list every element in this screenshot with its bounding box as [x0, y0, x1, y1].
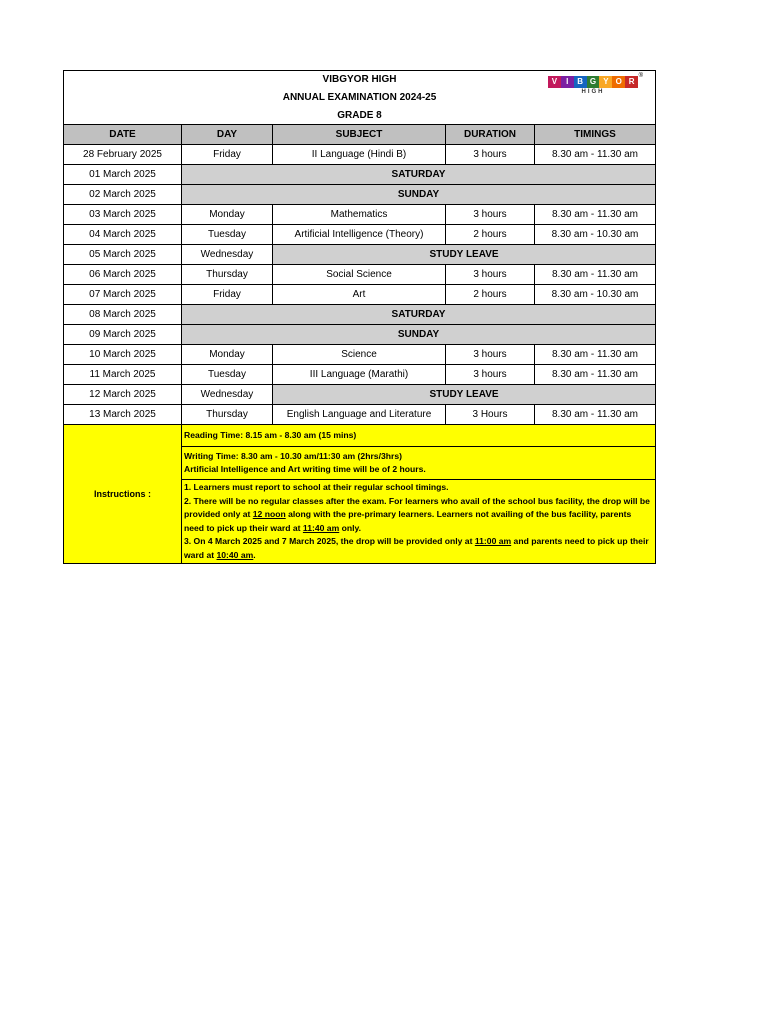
subject-cell: Social Science: [273, 265, 446, 285]
writing-time-note: Artificial Intelligence and Art writing time will be of 2 hours.: [184, 464, 426, 474]
note-2-text: 2. There will be no regular classes after the exam. For learners who avail of the school bus facility, the drop will be provided only at: [184, 495, 650, 519]
date-cell: 02 March 2025: [64, 185, 182, 205]
timings-cell: 8.30 am - 11.30 am: [535, 205, 656, 225]
holiday-cell: SATURDAY: [182, 305, 656, 325]
instructions-label: Instructions :: [64, 425, 182, 564]
duration-cell: 3 Hours: [446, 405, 535, 425]
holiday-cell: SUNDAY: [182, 185, 656, 205]
exam-title: ANNUAL EXAMINATION 2024-25: [64, 89, 656, 107]
timings-cell: 8.30 am - 11.30 am: [535, 405, 656, 425]
day-cell: Monday: [182, 205, 273, 225]
vibgyor-logo: [548, 73, 643, 95]
date-cell: 12 March 2025: [64, 385, 182, 405]
date-cell: 01 March 2025: [64, 165, 182, 185]
duration-cell: 3 hours: [446, 365, 535, 385]
header-subject: SUBJECT: [273, 125, 446, 145]
date-cell: 13 March 2025: [64, 405, 182, 425]
duration-cell: 3 hours: [446, 345, 535, 365]
note-2-text-b: along with the pre-primary learners. Learners not availing of the bus facility, parents need to pick up their ward at: [184, 509, 632, 533]
schedule-row: [64, 365, 656, 385]
holiday-cell: SUNDAY: [182, 325, 656, 345]
note-3-text-b: and parents need to pick up their ward at: [184, 536, 649, 560]
day-cell: Thursday: [182, 405, 273, 425]
subject-cell: III Language (Marathi): [273, 365, 446, 385]
day-cell: Wednesday: [182, 385, 273, 405]
duration-cell: 3 hours: [446, 145, 535, 165]
schedule-row: [64, 345, 656, 365]
logo-letter: R: [625, 76, 638, 88]
day-cell: Thursday: [182, 265, 273, 285]
note-3-text-c: .: [253, 549, 256, 560]
instruction-notes: [182, 480, 656, 564]
date-cell: 07 March 2025: [64, 285, 182, 305]
date-cell: 03 March 2025: [64, 205, 182, 225]
date-cell: 08 March 2025: [64, 305, 182, 325]
duration-cell: 3 hours: [446, 265, 535, 285]
date-cell: 11 March 2025: [64, 365, 182, 385]
duration-cell: 3 hours: [446, 205, 535, 225]
schedule-row: [64, 385, 656, 405]
logo-letter: Y: [599, 76, 612, 88]
holiday-cell: SATURDAY: [182, 165, 656, 185]
subject-cell: Science: [273, 345, 446, 365]
exam-schedule-sheet: [63, 70, 655, 564]
reading-time: Reading Time: 8.15 am - 8.30 am (15 mins): [182, 425, 656, 447]
study-leave-cell: STUDY LEAVE: [273, 245, 656, 265]
date-cell: 10 March 2025: [64, 345, 182, 365]
timings-cell: 8.30 am - 10.30 am: [535, 225, 656, 245]
grade-title: GRADE 8: [64, 107, 656, 125]
logo-subtitle: HIGH: [581, 89, 605, 95]
school-name: VIBGYOR HIGH: [64, 71, 656, 89]
schedule-row: [64, 305, 656, 325]
note-3: [184, 535, 653, 562]
day-cell: Tuesday: [182, 365, 273, 385]
date-cell: 06 March 2025: [64, 265, 182, 285]
note-3-time-drop: 11:00 am: [474, 536, 512, 546]
header-date: DATE: [64, 125, 182, 145]
date-cell: 04 March 2025: [64, 225, 182, 245]
note-2-time-pickup: 11:40 am: [302, 522, 340, 533]
timings-cell: 8.30 am - 11.30 am: [535, 345, 656, 365]
schedule-row: [64, 325, 656, 345]
note-2-text-c: only.: [339, 522, 362, 533]
date-cell: 28 February 2025: [64, 145, 182, 165]
day-cell: Friday: [182, 145, 273, 165]
date-cell: 05 March 2025: [64, 245, 182, 265]
instructions-row-reading: [64, 425, 656, 447]
study-leave-cell: STUDY LEAVE: [273, 385, 656, 405]
logo-color-bars: [548, 76, 638, 88]
subject-cell: Mathematics: [273, 205, 446, 225]
writing-time-line: Writing Time: 8.30 am - 10.30 am/11:30 am (2hrs/3hrs): [184, 450, 402, 461]
note-2: [184, 495, 653, 536]
schedule-row: [64, 405, 656, 425]
timings-cell: 8.30 am - 10.30 am: [535, 285, 656, 305]
subject-cell: Artificial Intelligence (Theory): [273, 225, 446, 245]
schedule-row: [64, 245, 656, 265]
column-header-row: [64, 125, 656, 145]
subject-cell: II Language (Hindi B): [273, 145, 446, 165]
day-cell: Monday: [182, 345, 273, 365]
logo-letter: V: [548, 76, 561, 88]
note-1: 1. Learners must report to school at their regular school timings.: [184, 482, 449, 492]
schedule-row: [64, 165, 656, 185]
logo-letter: I: [561, 76, 574, 88]
header-duration: DURATION: [446, 125, 535, 145]
schedule-row: [64, 265, 656, 285]
schedule-row: [64, 225, 656, 245]
note-3-time-pickup: 10:40 am: [216, 549, 254, 560]
day-cell: Tuesday: [182, 225, 273, 245]
note-3-text: 3. On 4 March 2025 and 7 March 2025, the drop will be provided only at: [184, 536, 475, 546]
timings-cell: 8.30 am - 11.30 am: [535, 265, 656, 285]
timings-cell: 8.30 am - 11.30 am: [535, 145, 656, 165]
logo-letter: O: [612, 76, 625, 88]
schedule-row: [64, 185, 656, 205]
writing-time: [182, 447, 656, 480]
day-cell: Friday: [182, 285, 273, 305]
logo-letter: B: [574, 76, 587, 88]
note-2-time-noon: 12 noon: [252, 509, 286, 519]
header-day: DAY: [182, 125, 273, 145]
exam-timetable: [63, 70, 656, 564]
header-timings: TIMINGS: [535, 125, 656, 145]
timings-cell: 8.30 am - 11.30 am: [535, 365, 656, 385]
schedule-row: [64, 145, 656, 165]
duration-cell: 2 hours: [446, 225, 535, 245]
date-cell: 09 March 2025: [64, 325, 182, 345]
registered-mark: ®: [638, 73, 643, 79]
subject-cell: English Language and Literature: [273, 405, 446, 425]
schedule-row: [64, 285, 656, 305]
logo-letter: G: [587, 76, 600, 88]
duration-cell: 2 hours: [446, 285, 535, 305]
schedule-row: [64, 205, 656, 225]
grade-row: [64, 107, 656, 125]
day-cell: Wednesday: [182, 245, 273, 265]
subject-cell: Art: [273, 285, 446, 305]
